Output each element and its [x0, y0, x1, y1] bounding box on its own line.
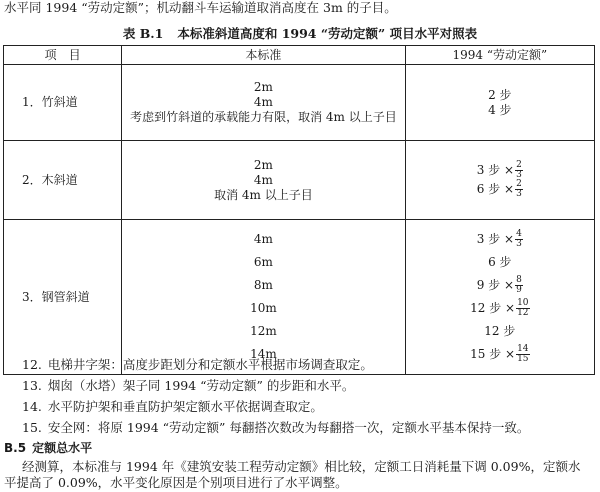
fraction-numerator: 4: [516, 229, 522, 239]
standard-value: 2m: [253, 157, 273, 172]
quota-text: 6 步: [488, 255, 512, 269]
table-caption-number: 表 B.1: [122, 26, 164, 41]
item-number: 15.: [22, 420, 42, 435]
list-item: [22, 357, 373, 374]
quota-text: 12 步 ×: [470, 301, 516, 315]
quota-value: [406, 228, 594, 251]
standard-value: 4m: [253, 232, 273, 246]
row-item-label: 1．竹斜道: [4, 65, 122, 141]
standard-value: 12m: [250, 324, 277, 338]
quota-value: [406, 251, 594, 274]
quota-text: 9 步 ×: [476, 278, 515, 292]
row-quota-values: [405, 65, 594, 141]
table-header-row: [4, 46, 595, 65]
item-text: 水平防护架和垂直防护架定额水平依据调查取定。: [47, 399, 323, 414]
quota-value: 2 步: [488, 87, 512, 102]
quota-value: 4 步: [488, 102, 512, 117]
table-row: [4, 65, 595, 141]
quota-fraction: [516, 345, 529, 364]
standard-value: 10m: [250, 301, 277, 315]
table-row: [4, 220, 595, 375]
section-title: 定额总水平: [32, 441, 93, 455]
item-number: 14.: [22, 399, 42, 414]
fraction-numerator: 8: [516, 275, 522, 285]
quota-value: [406, 320, 594, 343]
item-number: 13.: [22, 378, 42, 393]
fraction-numerator: 2: [516, 160, 522, 170]
standard-note: 取消 4m 以上子目: [214, 187, 313, 202]
quota-text: 3 步 ×: [476, 232, 515, 246]
quota-fraction: [515, 180, 523, 199]
list-item: [22, 420, 529, 437]
standard-value: 14m: [250, 347, 277, 361]
fraction-denominator: 15: [517, 354, 529, 364]
row-quota-values: [405, 141, 594, 220]
fraction-denominator: 3: [516, 189, 522, 199]
list-item: [22, 378, 354, 395]
list-item: [22, 399, 323, 416]
standard-value: 4m: [253, 95, 273, 109]
item-text: 烟囱（水塔）架子同 1994 “劳动定额” 的步距和水平。: [47, 378, 355, 393]
row-standard-values: [122, 220, 405, 375]
row-standard-values: [122, 65, 405, 141]
standard-note: 考虑到竹斜道的承载能力有限，取消 4m 以上子目: [130, 110, 397, 124]
quota-text: 15 步 ×: [470, 347, 516, 361]
intro-line: 水平同 1994 “劳动定额”；机动翻斗车运输道取消高度在 3m 的子目。: [4, 0, 397, 15]
fraction-denominator: 3: [516, 239, 522, 249]
item-text: 电梯井字架：高度步距划分和定额水平根据市场调查取定。: [47, 357, 373, 372]
fraction-numerator: 10: [517, 298, 529, 308]
quota-fraction: [516, 299, 529, 318]
standard-value: 2m: [253, 80, 273, 94]
fraction-numerator: 2: [516, 179, 522, 189]
quota-text: 6 步 ×: [476, 182, 515, 196]
row-standard-values: [122, 141, 405, 220]
header-standard: 本标准: [122, 46, 405, 65]
standard-value: 6m: [253, 255, 273, 269]
quota-text: 12 步: [484, 324, 516, 338]
fraction-denominator: 12: [517, 308, 529, 318]
standard-value: 8m: [253, 278, 273, 292]
comparison-table: [3, 45, 595, 375]
section-number: B.5: [4, 441, 27, 455]
header-quota-1994: 1994 “劳动定额”: [405, 46, 594, 65]
table-caption-title: 本标准斜道高度和 1994 “劳动定额” 项目水平对照表: [177, 26, 478, 41]
quota-value: [406, 274, 594, 297]
quota-fraction: [515, 276, 523, 295]
section-heading: [4, 440, 92, 456]
standard-value: 4m: [253, 172, 273, 187]
fraction-denominator: 9: [516, 285, 522, 295]
row-quota-values: [405, 220, 594, 375]
item-text: 安全网：将原 1994 “劳动定额” 每翻搭次数改为每翻搭一次，定额水平基本保持一致。: [47, 420, 530, 435]
quota-text: 3 步 ×: [476, 163, 515, 177]
quota-value: [406, 343, 594, 366]
row-item-label: 3．钢管斜道: [4, 220, 122, 375]
summary-paragraph-line-2: 平提高了 0.09%，水平变化原因是个别项目进行了水平调整。: [4, 475, 348, 490]
header-item: 项 目: [4, 46, 122, 65]
fraction-denominator: 3: [516, 170, 522, 180]
row-item-label: 2．木斜道: [4, 141, 122, 220]
table-caption: [0, 26, 600, 43]
summary-paragraph-line-1: 经测算，本标准与 1994 年《建筑安装工程劳动定额》相比较，定额工日消耗量下调 0.09%，定额水: [22, 459, 581, 474]
item-number: 12.: [22, 357, 42, 372]
quota-value: [406, 297, 594, 320]
table-row: [4, 141, 595, 220]
fraction-numerator: 14: [517, 344, 529, 354]
quota-value: [406, 180, 594, 199]
quota-fraction: [515, 230, 523, 249]
quota-fraction: [515, 161, 523, 180]
quota-value: [406, 161, 594, 180]
